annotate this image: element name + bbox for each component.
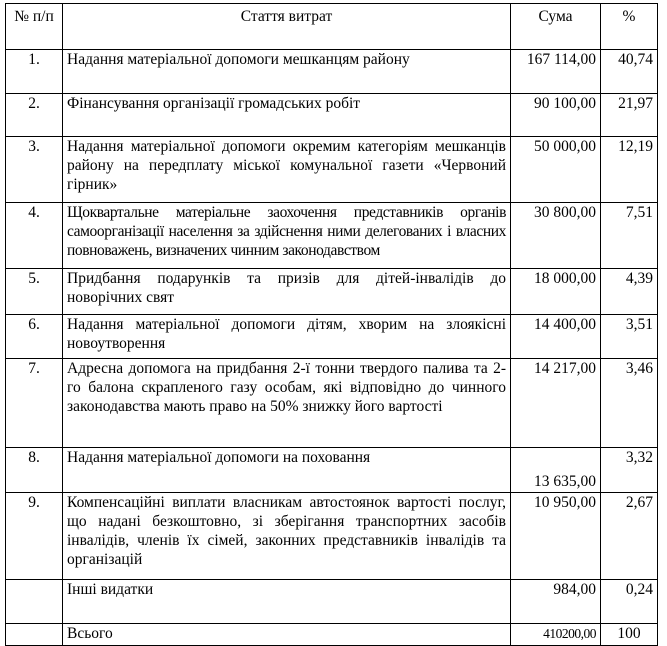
row-number: 8. bbox=[6, 448, 63, 493]
row-number bbox=[6, 580, 63, 624]
row-number: 9. bbox=[6, 493, 63, 580]
row-item: Придбання подарунків та призів для дітей-інвалідів до новорічних свят bbox=[63, 269, 511, 315]
row-percent: 40,74 bbox=[601, 50, 658, 94]
table-total-row bbox=[6, 624, 658, 646]
total-amount: 410200,00 bbox=[511, 624, 601, 646]
table-header-row bbox=[6, 4, 658, 50]
table-row bbox=[6, 50, 658, 94]
row-amount: 10 950,00 bbox=[511, 493, 601, 580]
row-amount: 13 635,00 bbox=[511, 448, 601, 493]
row-item: Надання матеріальної допомоги дітям, хворим на злоякісні новоутворення bbox=[63, 315, 511, 359]
row-amount: 167 114,00 bbox=[511, 50, 601, 94]
header-percent: % bbox=[601, 4, 658, 50]
row-percent: 7,51 bbox=[601, 203, 658, 269]
header-number: № п/п bbox=[6, 4, 63, 50]
total-percent: 100 bbox=[601, 624, 658, 646]
row-item: Надання матеріальної допомоги на поховання bbox=[63, 448, 511, 493]
row-item: Фінансування організації громадських робіт bbox=[63, 94, 511, 137]
table-row bbox=[6, 203, 658, 269]
row-amount: 18 000,00 bbox=[511, 269, 601, 315]
table-row bbox=[6, 269, 658, 315]
row-percent: 3,32 bbox=[601, 448, 658, 493]
row-percent: 12,19 bbox=[601, 137, 658, 203]
row-amount: 90 100,00 bbox=[511, 94, 601, 137]
row-number: 1. bbox=[6, 50, 63, 94]
row-item: Надання матеріальної допомоги мешканцям району bbox=[63, 50, 511, 94]
row-number bbox=[6, 624, 63, 646]
header-amount: Сума bbox=[511, 4, 601, 50]
row-number: 7. bbox=[6, 359, 63, 448]
row-amount: 14 217,00 bbox=[511, 359, 601, 448]
row-amount: 30 800,00 bbox=[511, 203, 601, 269]
row-number: 2. bbox=[6, 94, 63, 137]
row-number: 3. bbox=[6, 137, 63, 203]
table-row bbox=[6, 493, 658, 580]
row-item: Щоквартальне матеріальне заохочення представників органів самоорганізації населення за здійснення ними делегованих і власних повноважень, визначених чинним законодавством bbox=[63, 203, 511, 269]
expenses-table bbox=[5, 3, 658, 646]
row-percent: 3,51 bbox=[601, 315, 658, 359]
table-row bbox=[6, 94, 658, 137]
row-item: Компенсаційні виплати власникам автостоянок вартості послуг, що надані безкоштовно, зі зберігання транспортних засобів інвалідів, членів їх сімей, законних представників інвалідів та організацій bbox=[63, 493, 511, 580]
row-amount: 14 400,00 bbox=[511, 315, 601, 359]
row-percent: 0,24 bbox=[601, 580, 658, 624]
header-item: Стаття витрат bbox=[63, 4, 511, 50]
row-item: Інші видатки bbox=[63, 580, 511, 624]
row-amount: 984,00 bbox=[511, 580, 601, 624]
row-percent: 4,39 bbox=[601, 269, 658, 315]
row-amount: 50 000,00 bbox=[511, 137, 601, 203]
table-row bbox=[6, 580, 658, 624]
row-item: Надання матеріальної допомоги окремим категоріям мешканців району на передплату міської комунальної газети «Червоний гірник» bbox=[63, 137, 511, 203]
total-label: Всього bbox=[63, 624, 511, 646]
row-percent: 21,97 bbox=[601, 94, 658, 137]
row-number: 5. bbox=[6, 269, 63, 315]
table-row bbox=[6, 359, 658, 448]
table-row bbox=[6, 137, 658, 203]
row-percent: 2,67 bbox=[601, 493, 658, 580]
row-item: Адресна допомога на придбання 2-ї тонни твердого палива та 2-го балона скрапленого газу особам, які відповідно до чинного законодавства мають право на 50% знижку його вартості bbox=[63, 359, 511, 448]
table-row bbox=[6, 448, 658, 493]
table-row bbox=[6, 315, 658, 359]
row-percent: 3,46 bbox=[601, 359, 658, 448]
row-number: 6. bbox=[6, 315, 63, 359]
row-number: 4. bbox=[6, 203, 63, 269]
